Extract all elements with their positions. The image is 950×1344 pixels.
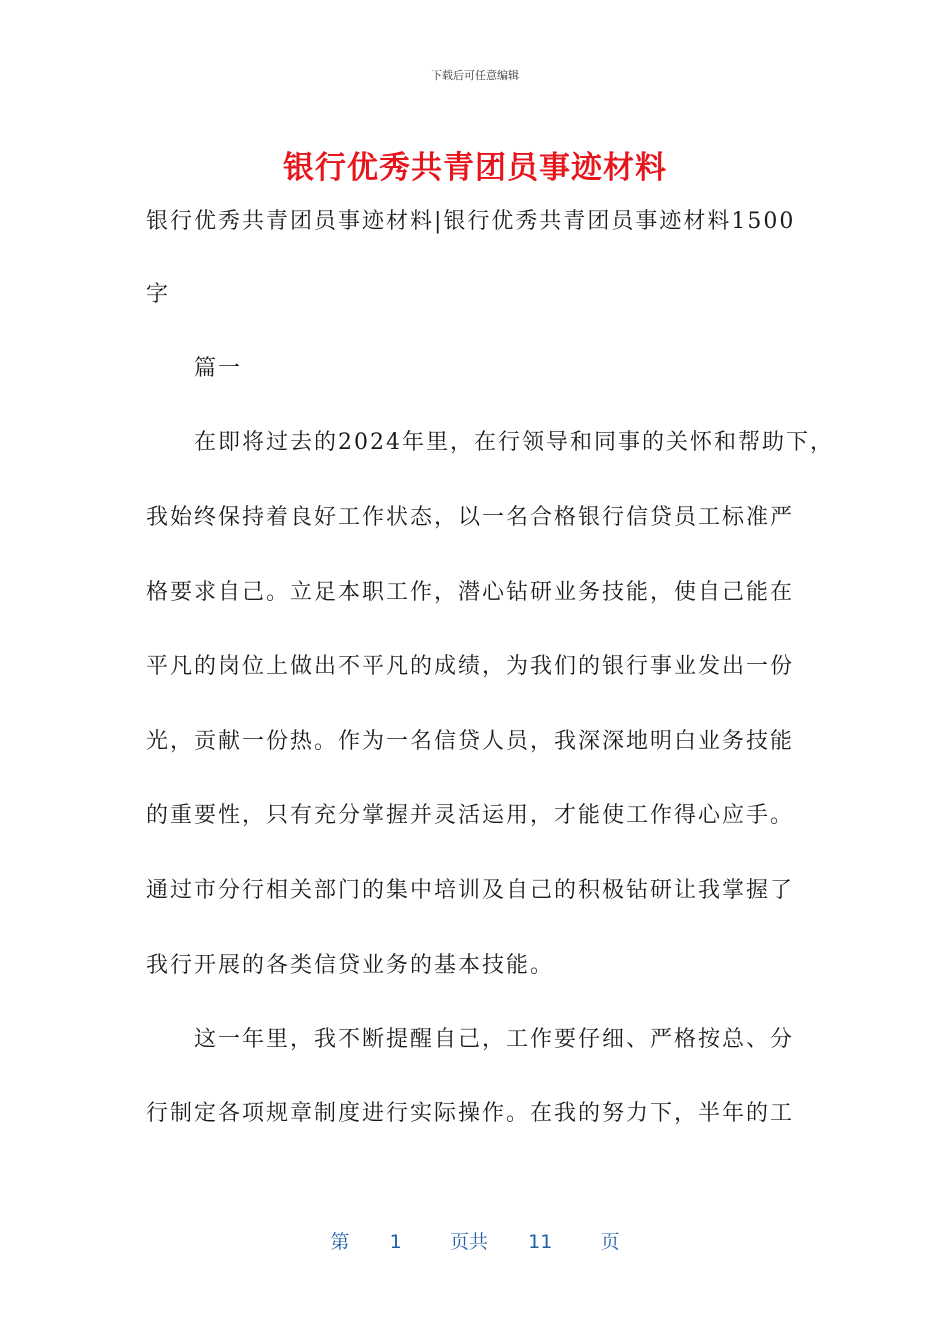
paragraph-line: 光，贡献一份热。作为一名信贷人员，我深深地明白业务技能 (146, 729, 795, 754)
paragraph-line: 我始终保持着良好工作状态，以一名合格银行信贷员工标准严 (146, 505, 795, 530)
subtitle-line-1: 银行优秀共青团员事迹材料|银行优秀共青团员事迹材料1500 (146, 209, 796, 234)
paragraph-line: 平凡的岗位上做出不平凡的成绩，为我们的银行事业发出一份 (146, 654, 795, 679)
header-note: 下载后可任意编辑 (431, 69, 519, 82)
paragraph-line: 在即将过去的2024年里，在行领导和同事的关怀和帮助下， (194, 430, 834, 455)
paragraph-line: 这一年里，我不断提醒自己，工作要仔细、严格按总、分 (194, 1027, 795, 1052)
footer-suffix: 页 (600, 1231, 620, 1253)
footer-total-pages: 11 (528, 1231, 553, 1253)
footer-prefix: 第 (330, 1231, 350, 1253)
document-title: 银行优秀共青团员事迹材料 (283, 150, 667, 186)
page-footer (0, 1227, 950, 1254)
paragraph-line: 的重要性，只有充分掌握并灵活运用，才能使工作得心应手。 (146, 803, 795, 828)
paragraph-line: 格要求自己。立足本职工作，潜心钻研业务技能，使自己能在 (146, 580, 795, 605)
paragraph-line: 通过市分行相关部门的集中培训及自己的积极钻研让我掌握了 (146, 878, 795, 903)
subtitle-line-2: 字 (146, 282, 171, 307)
footer-page-number: 1 (389, 1231, 402, 1253)
paragraph-line: 我行开展的各类信贷业务的基本技能。 (146, 953, 555, 978)
footer-middle: 页共 (449, 1231, 488, 1253)
paragraph-line: 行制定各项规章制度进行实际操作。在我的努力下，半年的工 (146, 1101, 795, 1126)
section-heading: 篇一 (194, 356, 243, 381)
